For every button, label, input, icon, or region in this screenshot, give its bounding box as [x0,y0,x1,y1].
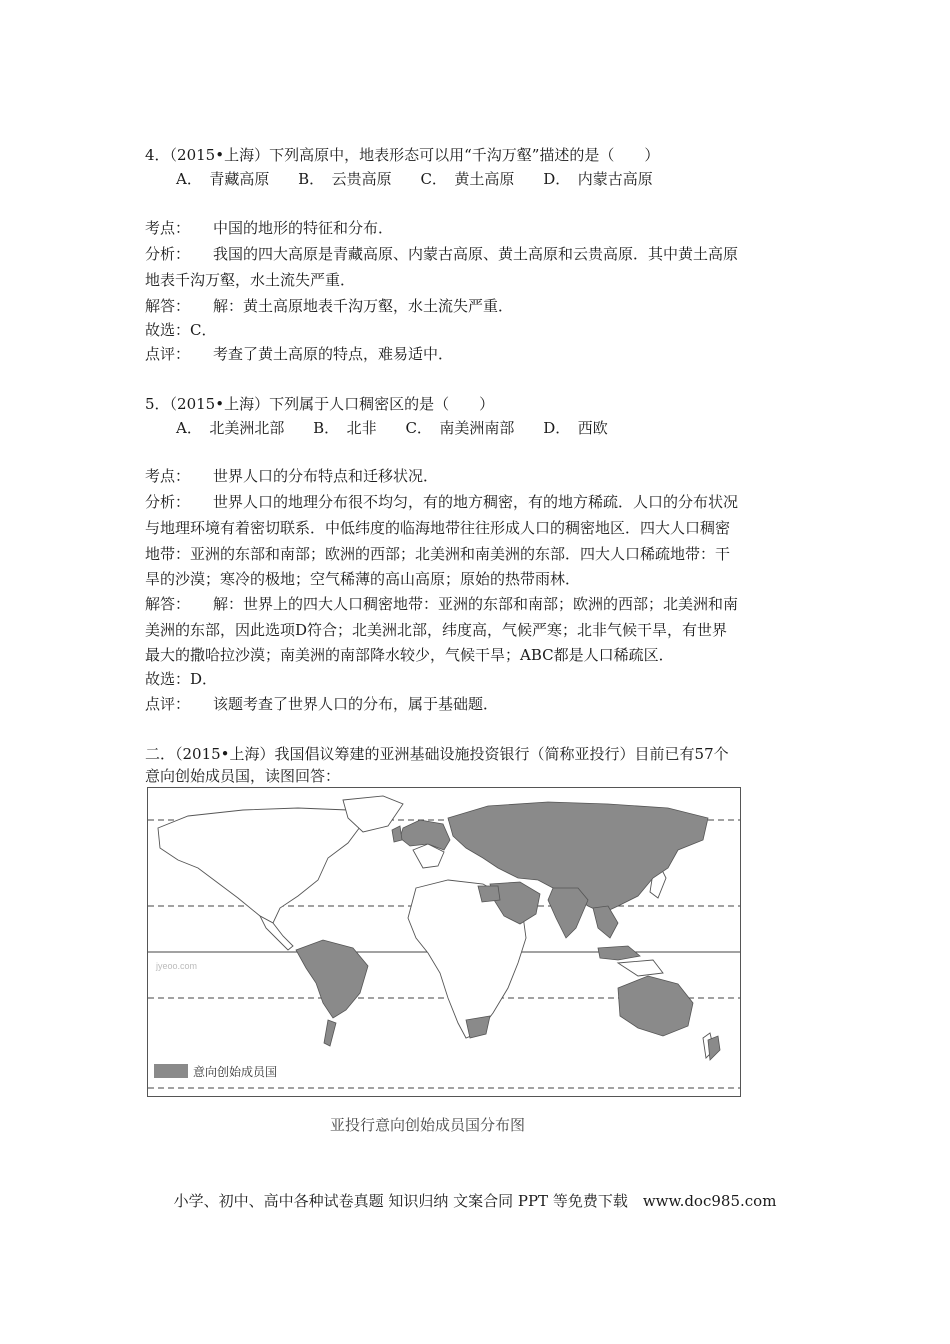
q5-kaodian: 考点： 世界人口的分布特点和迁移状况． [145,467,439,485]
q4-kaodian: 考点： 中国的地形的特征和分布． [145,219,394,237]
q5-option-b: B． 北非 [313,419,377,437]
q4-options [176,169,677,189]
q5-jieda: 解答： 解：世界上的四大人口稠密地带：亚洲的东部和南部；欧洲的西部；北美洲和南 [145,595,739,613]
q4-option-d: D． 内蒙古高原 [543,170,653,188]
q5-fenxi: 分析： 世界人口的地理分布很不均匀，有的地方稠密，有的地方稀疏．人口的分布状况 [145,493,739,511]
q4-option-a: A． 青藏高原 [176,170,270,188]
q4-fenxi: 分析： 我国的四大高原是青藏高原、内蒙古高原、黄土高原和云贵高原．其中黄土高原 [145,245,739,263]
section2-stem: 二．（2015•上海）我国倡议筹建的亚洲基础设施投资银行（简称亚投行）目前已有57个 [145,745,729,763]
legend-swatch [154,1064,188,1078]
q4-jieda: 解答： 解：黄土高原地表千沟万壑，水土流失严重． [145,297,514,315]
q5-jieda-cont-2: 最大的撒哈拉沙漠；南美洲的南部降水较少，气候干旱；ABC都是人口稀疏区． [145,646,674,664]
q5-dianping: 点评： 该题考查了世界人口的分布，属于基础题． [145,695,499,713]
page-footer: 小学、初中、高中各种试卷真题 知识归纳 文案合同 PPT 等免费下载 www.doc985.com [173,1192,777,1210]
q4-option-b: B． 云贵高原 [298,170,392,188]
map-watermark: jyeoo.com [156,961,198,971]
q4-answer: 故选：C． [145,321,217,339]
q5-fenxi-cont-1: 与地理环境有着密切联系．中低纬度的临海地带往往形成人口的稠密地区．四大人口稠密 [145,519,731,537]
world-map-figure [147,787,741,1097]
q4-dianping: 点评： 考查了黄土高原的特点，难易适中． [145,345,454,363]
section2-stem-cont: 意向创始成员国，读图回答： [145,767,341,785]
q5-option-d: D． 西欧 [543,419,608,437]
q5-fenxi-cont-3: 旱的沙漠；寒冷的极地；空气稀薄的高山高原；原始的热带雨林． [145,570,581,588]
world-map [148,788,740,1096]
q4-fenxi-cont: 地表千沟万壑，水土流失严重． [145,271,356,289]
q5-jieda-cont-1: 美洲的东部，因此选项D符合；北美洲北部，纬度高，气候严寒；北非气候干旱，有世界 [145,621,728,639]
q4-stem: 4．（2015•上海）下列高原中，地表形态可以用“千沟万壑”描述的是（ ） [145,146,660,164]
legend-label: 意向创始成员国 [193,1065,278,1079]
q5-fenxi-cont-2: 地带：亚洲的东部和南部；欧洲的西部；北美洲和南美洲的东部．四大人口稀疏地带：干 [145,545,731,563]
q5-stem: 5．（2015•上海）下列属于人口稠密区的是（ ） [145,395,495,413]
q5-option-c: C． 南美洲南部 [405,419,515,437]
q4-option-c: C． 黄土高原 [420,170,515,188]
q5-answer: 故选：D． [145,670,218,688]
q5-option-a: A． 北美洲北部 [176,419,285,437]
map-caption: 亚投行意向创始成员国分布图 [330,1116,526,1134]
q5-options [176,418,632,438]
